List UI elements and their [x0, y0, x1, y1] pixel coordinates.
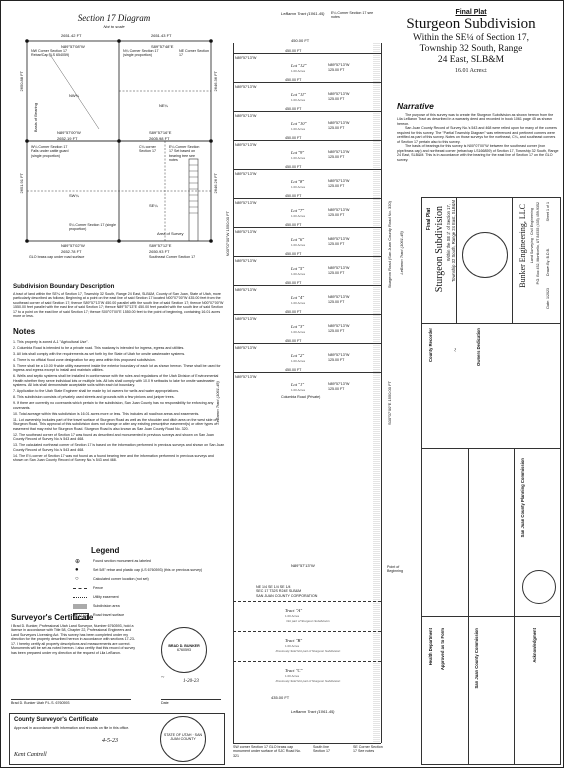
lot-length: 125.00 FT	[328, 300, 345, 304]
corner-e-label: E¼ Corner Section 17 Set based on bearing tree see notes	[169, 145, 200, 163]
lot-length: 125.00 FT	[328, 155, 345, 159]
tract-name: Tract "C"	[285, 668, 303, 673]
lot-width: 450.00 FT	[285, 223, 302, 227]
lot-row	[233, 136, 381, 170]
lot-row	[233, 281, 381, 315]
surveyor-text: I Brad D. Bunker, Professional Utah Land Surveyor, Number 6760593, hold a license in accordance with Title 58, Chapter 22, Professional Engineers and Land Surveyors Licensing Act. This survey has been completed under my direction for the property described hereon in accordance with sections 17-23-17. I hereby certify all property descriptions and measurements are correct. Monuments will be set as noted hereon. I also certify that this record of survey has been prepared under my direction at the request of Lila LeBaron.	[11, 624, 136, 655]
lot-acres: 1.00 Acres	[291, 330, 306, 334]
lot-length: 125.00 FT	[328, 242, 345, 246]
calculated-corner-icon: ○	[75, 576, 79, 582]
sidebar-approved-form: Approved as to Form	[440, 628, 445, 671]
lot-bearing: N89°57'13"W	[328, 353, 350, 357]
corner-w-label: W¼ Corner Section 17 Falls under cattle guard (single proportion)	[31, 145, 69, 158]
sidebar-date: Date: 1/2023	[546, 288, 550, 309]
lot-row	[233, 194, 381, 228]
dim-right-2: 2646.26 FT	[213, 173, 218, 194]
diagram-scale: Not to scale	[103, 24, 125, 29]
sidebar-health: Health Department	[428, 628, 433, 666]
lot-west-bearing: N89°57'13"W	[235, 201, 257, 205]
tract-row	[233, 661, 381, 692]
diagram-title: Section 17 Diagram	[77, 13, 151, 23]
lot-name: Lot "5"	[291, 266, 305, 271]
owner-signature: ~	[452, 348, 460, 352]
plat-top-corner: E¼ Corner Section 17 see notes	[331, 11, 374, 20]
lebaron-right-label: LeBaron Tract (1061-45)	[399, 231, 404, 275]
plat-drawing	[1, 1, 421, 767]
plat-south-line	[233, 743, 381, 744]
lot-west-bearing: N89°57'13"W	[235, 346, 257, 350]
tract-row	[233, 601, 381, 632]
corner-nw-label: NW Corner Section 17 Rebar/Cap (LS 654059)	[31, 49, 70, 58]
corner-n-label: N¼ Corner Section 17 (single proportion)	[123, 49, 159, 58]
lot-row	[233, 252, 381, 286]
dim-mid-left: 2652.19 FT	[57, 136, 78, 141]
engineering-seal	[462, 232, 508, 278]
tract-name: Tract "B"	[285, 638, 303, 643]
plat-top-width: 450.00 FT	[291, 38, 310, 43]
boundary-heading: Subdivision Boundary Description	[13, 283, 115, 290]
lot-acres: 1.00 Acres	[291, 388, 306, 392]
stamp-line-3: SAN JUAN COUNTY CORPORATION	[256, 593, 318, 598]
legend-label: Road travel surface	[93, 613, 125, 617]
lot-west-bearing: N89°57'13"W	[235, 56, 257, 60]
lot-bearing: N89°57'13"W	[328, 208, 350, 212]
plat-right-dim: S00°07'00"E 1550.00 FT	[387, 381, 392, 426]
bearing-top-right: S89°57'48"E	[151, 44, 174, 49]
lot-bearing: N89°57'13"W	[328, 150, 350, 154]
title-block	[385, 9, 557, 74]
found-monument-icon: ⊕	[75, 559, 81, 565]
sidebar-panel	[421, 197, 561, 765]
lot-width: 450.00 FT	[285, 136, 302, 140]
lot-length: 125.00 FT	[328, 126, 345, 130]
plat-dashed-bearing: N89°57'13"W	[291, 563, 315, 568]
lot-name: Lot "9"	[291, 150, 305, 155]
tract-note: Previously Sold Not part of Sturgeon Subdivision	[275, 649, 341, 653]
dim-bottom-right: 2650.93 FT	[149, 249, 170, 254]
note-item: 7. Application to the Utah State Engineer shall be made by lot owners for wells and water appropriations.	[13, 389, 180, 394]
lot-length: 125.00 FT	[328, 184, 345, 188]
sidebar-sheet: Sheet 1 of 1	[546, 202, 550, 222]
lot-bearing: N89°57'13"W	[328, 121, 350, 125]
boundary-text: A tract of land within the SE¼ of Section 17, Township 32 South, Range 24 East, SLB&M, County of San Juan, State of Utah, more particularly described as follows; Beginning at a point on the east line of said Section 17 located N00°07'00"W 435.00 feet from the southeast corner of said Section 17; thence S89°57'13"W 450.00 parallel with the south line of said Section 17; thence N00°07'00"W 1550.00 feet parallel with the east line of said Section 17; thence N89°57'13"E 450.00 feet parallel with the south line of said Section 17 to a point on the east line of said Section 17; thence S00°07'00"E 1550.00 feet to the point of beginning, containing 16.01 acres more or less.	[13, 292, 224, 319]
dim-bottom: 2652.78 FT	[61, 249, 82, 254]
title-line-1: Within the SE¼ of Section 17,	[413, 32, 529, 43]
surveyor-date-label: Date	[161, 701, 169, 705]
notary-seal	[522, 570, 556, 604]
quarter-ne: NE¼	[159, 103, 168, 108]
lot-width: 450.00 FT	[285, 339, 302, 343]
lot-width: 450.00 FT	[285, 107, 302, 111]
lot-name: Lot "4"	[291, 295, 305, 300]
note-item: 3. All lots shall comply with the requirements as set forth by the State of Utah for onsite wastewater systems.	[13, 351, 186, 356]
lot-width: 450.00 FT	[285, 310, 302, 314]
stamp-line-2: SEC 17 T32S R24E SLB&M	[256, 589, 302, 594]
note-item: 12. The southeast corner of Section 17 was found as described and monumented in previous surveys and shown on San Juan County Record of Survey No.'s 543 and 468.	[13, 432, 214, 442]
point-of-beginning: Point of Beginning	[387, 565, 403, 574]
lot-width: 450.00 FT	[285, 194, 302, 198]
corner-ne-label: NE Corner Section 17	[179, 49, 209, 58]
quarter-se: SE¼	[149, 203, 158, 208]
lot-width: 450.00 FT	[285, 78, 302, 82]
note-item: 14. The E¼ corner of Section 17 was not found as a found bearing tree and the information performed in previous surveys and shown on San Juan County Record of Survey No.'s 543 and 468.	[13, 453, 214, 463]
basis-of-bearing-label: Basis of Bearing	[33, 103, 38, 133]
dim-left-2: 2651.91 FT	[19, 173, 24, 194]
lot-length: 125.00 FT	[328, 97, 345, 101]
lot-bearing: N89°57'13"W	[328, 324, 350, 328]
title-line-2: Township 32 South, Range	[419, 43, 523, 54]
sidebar-drawn: Drawn By: B.D.B.	[546, 248, 550, 276]
lot-width: 450.00 FT	[285, 368, 302, 372]
lot-acres: 1.00 Acres	[291, 98, 306, 102]
tract-row	[233, 631, 381, 662]
corner-c-label: C¼ corner Section 17	[139, 145, 156, 154]
lot-west-bearing: N89°57'13"W	[235, 85, 257, 89]
lot-name: Lot "7"	[291, 208, 305, 213]
county-surveyor-text: Approval in accordance with information and records on file in this office.	[14, 726, 130, 730]
corner-s-label: S¼ Corner Section 17 (single proportion)	[69, 223, 116, 232]
lot-name: Lot "11"	[291, 92, 307, 97]
lot-acres: 1.00 Acres	[291, 272, 306, 276]
lot-name: Lot "1"	[291, 382, 305, 387]
lot-west-bearing: N89°57'13"W	[235, 114, 257, 118]
note-item: 2. Columbia Road is intended to be a private road. This roadway is intended for ingress, egress and utilities.	[13, 345, 185, 350]
lot-name: Lot "2"	[291, 353, 305, 358]
note-item: 6. Wells and septic systems shall be installed in conformance with the rules and regulations of the Utah Division of Environmental Health whether they serve individual lots or multiple lots. All lots shall comply with 10.0 ft setbacks to lake for onsite wastewater systems. All lots shall demonstrate acceptable soils within each lot boundary.	[13, 374, 219, 388]
lot-row	[233, 49, 381, 83]
sidebar-commission: San Juan County Commission	[474, 628, 479, 689]
lot-west-bearing: N89°57'13"W	[235, 375, 257, 379]
sidebar-planning: San Juan County Planning Commission	[520, 458, 525, 538]
quarter-sw: SW¼	[69, 193, 79, 198]
tract-acres: 1.00 Acres	[285, 674, 300, 678]
sidebar-address: P.O. Box 452, Monticello, UT 84535 (435) 459-9352	[536, 202, 540, 285]
dim-left-1: 2650.88 FT	[19, 71, 24, 92]
bearing-mid-right: S89°57'16"E	[149, 130, 172, 135]
lot-bearing: N89°57'13"W	[328, 237, 350, 241]
lot-acres: 1.00 Acres	[291, 69, 306, 73]
note-item: 10. Total acreage within this subdivision is 16.01 acres more or less. This includes all road/row areas and easements.	[13, 411, 200, 416]
legend-heading: Legend	[91, 546, 120, 555]
lot-bearing: N89°57'13"W	[328, 382, 350, 386]
south-line-label: South line Section 17	[313, 745, 330, 754]
legend-label: Subdivision area	[93, 604, 120, 608]
lot-row	[233, 107, 381, 141]
lot-acres: 1.00 Acres	[291, 301, 306, 305]
sidebar-company-sub: Land Surveying · Civil Engineering	[530, 208, 534, 264]
lot-west-bearing: N89°57'13"W	[235, 172, 257, 176]
plat-left-dim: N00°07'00"W 1550.00 FT	[225, 211, 230, 257]
sidebar-county-recorder: County Recorder	[428, 328, 433, 362]
surveyor-signer: Brad D. Bunker Utah P.L.S. 6760593	[11, 701, 70, 705]
note-item: 9. If there are currently no covenants which pertain to the subdivision, San Juan County has no responsibility for enforcing any covenants.	[13, 401, 214, 410]
county-surveyor-signature: Kent Cantrell	[14, 752, 47, 758]
lot-length: 125.00 FT	[328, 329, 345, 333]
lot-row	[233, 165, 381, 199]
lot-acres: 1.00 Acres	[291, 243, 306, 247]
bearing-top-left: N89°57'08"W	[61, 44, 85, 49]
seal-number: 6760593	[177, 648, 191, 653]
sidebar-final-plat: Final Plat	[426, 208, 432, 231]
lot-length: 125.00 FT	[328, 358, 345, 362]
lot-bearing: N89°57'13"W	[328, 295, 350, 299]
dim-right-1: 2646.36 FT	[213, 71, 218, 92]
lot-west-bearing: N89°57'13"W	[235, 317, 257, 321]
lot-name: Lot "8"	[291, 179, 305, 184]
note-item: 13. The calculated northeast corner of Section 17 is based on the information performed in previous surveys and shown on San Juan County Record of Survey No.'s 543 and 468.	[13, 443, 225, 452]
seal-name: BRAD D. BUNKER	[168, 644, 200, 648]
sidebar-name: Sturgeon Subdivision	[434, 206, 445, 293]
bearing-bottom: N89°57'02"W	[61, 243, 85, 248]
lot-bearing: N89°57'13"W	[328, 266, 350, 270]
lebaron-left-label: LeBaron Tract (1061-45)	[215, 381, 220, 425]
legend-label: Utility easement	[93, 595, 119, 599]
note-item: 4. There is no official flood zone designation for any area within this proposed subdivision.	[13, 357, 156, 362]
lot-row	[233, 78, 381, 112]
tract-acres: 1.00 Acres	[285, 614, 300, 618]
plat-stamp	[256, 585, 326, 598]
sidebar-owners-dedication: Owners Dedication	[476, 328, 481, 366]
lot-acres: 1.00 Acres	[291, 359, 306, 363]
sw-corner-label: SW corner Section 17 GLO brass cap monument under surface of SJC Road No. 321	[233, 745, 301, 758]
corner-sw-glo-label: GLO brass cap under road surface	[29, 255, 85, 259]
surveyor-date: 1-20-23	[183, 679, 199, 684]
lot-width: 450.00 FT	[285, 165, 302, 169]
lot-length: 125.00 FT	[328, 387, 345, 391]
county-surveyor-heading: County Surveyor's Certificate	[14, 717, 99, 723]
title-name: Sturgeon Subdivision	[406, 16, 536, 32]
tract-name: Tract "A"	[285, 608, 303, 613]
lot-length: 125.00 FT	[328, 271, 345, 275]
sidebar-within: Within the SE¼ of Section 17,	[446, 204, 451, 262]
lot-acres: 1.00 Acres	[291, 214, 306, 218]
stamp-line-1: NE 1/4 SE 1/4 SE 1/4	[256, 585, 291, 589]
columbia-road-label: Columbia Road (Private)	[281, 395, 321, 399]
dim-top-right: 2651.43 FT	[151, 33, 172, 38]
bearing-mid-left: N89°57'00"W	[57, 130, 81, 135]
corner-se-label: Southeast Corner Section 17	[149, 255, 196, 259]
sidebar-township: Township 32 South, Range 24 East, SLB&M	[451, 200, 456, 282]
lot-name: Lot "12"	[291, 63, 307, 68]
lot-width: 450.00 FT	[285, 49, 302, 53]
lot-bearing: N89°57'13"W	[328, 63, 350, 67]
legend-label: Calculated corner location (not set)	[93, 577, 149, 581]
note-item: 1. This property is zoned A-1 "Agricultural Use".	[13, 340, 89, 344]
lot-west-bearing: N89°57'13"W	[235, 259, 257, 263]
lot-acres: 1.00 Acres	[291, 127, 306, 131]
county-surveyor-date: 4-5-23	[102, 738, 118, 744]
lot-bearing: N89°57'13"W	[328, 92, 350, 96]
lot-west-bearing: N89°57'13"W	[235, 143, 257, 147]
narrative-section	[397, 101, 559, 162]
legend-label: Found section monument as labeled	[93, 559, 151, 563]
legend-label: Set 5/8" rebar and plastic cap (LS 6760593) (this or previous survey)	[93, 568, 203, 572]
lot-width: 450.00 FT	[285, 281, 302, 285]
dim-mid-right: 2605.98 FT	[149, 136, 170, 141]
dim-top-left: 2651.42 FT	[61, 33, 82, 38]
lot-length: 125.00 FT	[328, 213, 345, 217]
tract-acres: 1.00 Acres	[285, 644, 300, 648]
surveyor-signature: ~	[161, 675, 165, 681]
sturgeon-road-label: Sturgeon Road (San Juan County Road No. 320)	[387, 201, 392, 289]
lot-west-bearing: N89°57'13"W	[235, 288, 257, 292]
bearing-bottom-right: S89°57'12"E	[149, 243, 172, 248]
narrative-heading: Narrative	[397, 101, 434, 111]
lot-row	[233, 339, 381, 373]
tract-note: Not part of Sturgeon Subdivision	[286, 619, 330, 623]
sidebar-company: Bunker Engineering, LLC	[518, 204, 527, 288]
title-line-3: 24 East, SLB&M	[437, 55, 505, 66]
note-item: 8. This subdivision consists of privately used streets and grounds with a few pinions and juniper trees.	[13, 395, 175, 400]
set-rebar-icon: ●	[75, 567, 79, 573]
title-acres: 16.01 Acres±	[455, 67, 487, 74]
notes-heading: Notes	[13, 327, 36, 336]
lot-length: 125.00 FT	[328, 68, 345, 72]
plat-bottom-width: 435.00 FT	[271, 695, 290, 700]
quarter-nw: NW¼	[69, 93, 79, 98]
lot-west-bearing: N89°57'13"W	[235, 230, 257, 234]
plat-top-label: LeBaron Tract (1061-45)	[281, 11, 325, 16]
lot-name: Lot "3"	[291, 324, 305, 329]
narrative-p3: The basis of bearings for this survey is N00°07'00"W between the southeast corner (iron pipe/brass cap) and northeast corner (rebar/cap LS166859) of Section 17, Township 32 South, Range 24 East, SLB&M. This is in accordance with the bearing for the east line of Section 17 on the GLO survey.	[397, 144, 559, 162]
se-corner-label: SE Corner Section 17 See notes	[353, 745, 383, 754]
lot-acres: 1.00 Acres	[291, 185, 306, 189]
county-seal-text: STATE OF UTAH · SAN JUAN COUNTY	[163, 733, 203, 742]
note-item: 5. There shall be a 10.00 ft wide utility easement inside the exterior boundary of each lot as shown hereon. These shall be used for ingress and egress except to install and maintain utilities.	[13, 363, 221, 373]
sidebar-acknowledgment: Acknowledgment	[532, 628, 537, 663]
tract-note: Previously Sold Not part of Sturgeon Subdivision	[275, 679, 341, 683]
lot-row	[233, 223, 381, 257]
legend-label: Fence	[93, 586, 103, 590]
lot-acres: 1.00 Acres	[291, 156, 306, 160]
plat-east-line	[381, 43, 382, 743]
narrative-p1: The purpose of this survey was to create the Sturgeon Subdivision as shown hereon from the Lila LeBaron Tract as described in a warranty deed and recorded in book 1061 page 45 as shown hereon.	[397, 113, 554, 126]
lot-row	[233, 310, 381, 344]
surveyor-heading: Surveyor's Certificate	[11, 613, 94, 622]
lot-bearing: N89°57'13"W	[328, 179, 350, 183]
area-of-survey-label: Area of Survey	[157, 231, 184, 236]
lebaron-bottom-label: LeBaron Tract (1061-45)	[291, 709, 335, 714]
lot-name: Lot "6"	[291, 237, 305, 242]
note-item: 11. Lot ownership includes part of the travel surface of Sturgeon Road as well as the shoulder and ditch area on the west side of Sturgeon Road. This approval of this subdivision does not change or alter any existing prescriptive easement(s) or other types of easement that may exist for Sturgeon Road. Sturgeon Road is also known as San Juan County Road No. 320.	[13, 417, 218, 431]
lot-name: Lot "10"	[291, 121, 307, 126]
lot-width: 450.00 FT	[285, 252, 302, 256]
title-final-plat: Final Plat	[455, 9, 487, 16]
narrative-p2: San Juan County Record of Survey No.'s 543 and 468 were relied upon for many of the corners required for this survey. The "Partial Township Diagram" was referenced and pertinent corners were certified as part of this survey. Notes on those surveys for the northeast, C¼, and southeast corners of Section 17 pertain also to this survey.	[397, 126, 557, 144]
